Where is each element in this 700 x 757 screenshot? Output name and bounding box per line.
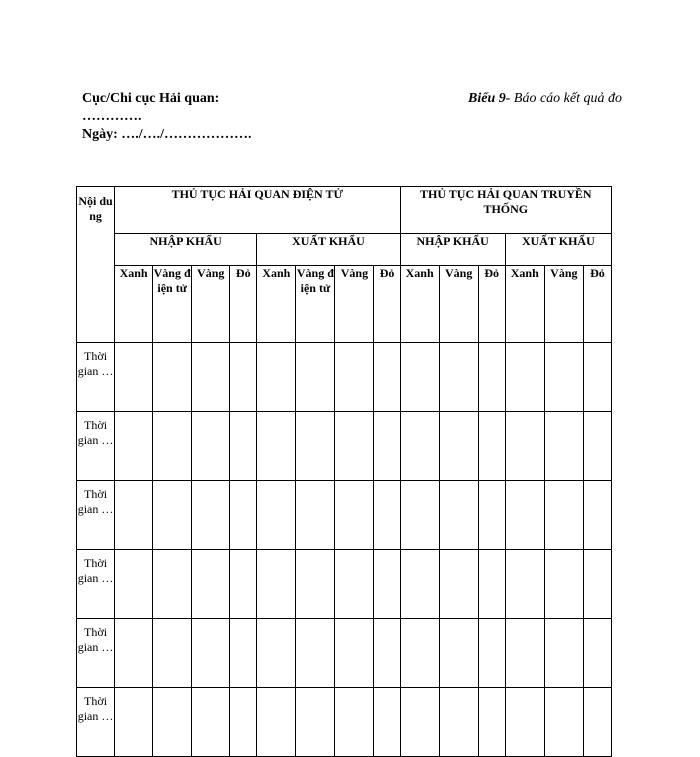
table-cell — [230, 481, 257, 550]
table-cell — [335, 619, 374, 688]
e-export-sub-3: Đỏ — [374, 266, 400, 343]
table-cell — [153, 550, 192, 619]
group-traditional: THỦ TỤC HẢI QUAN TRUYỀN THỐNG — [400, 187, 611, 234]
form-number: Biểu 9- — [468, 91, 511, 106]
t-import-sub-1: Vàng — [439, 266, 478, 343]
table-cell — [335, 412, 374, 481]
table-cell — [335, 343, 374, 412]
table-cell — [583, 688, 611, 757]
table-cell — [257, 688, 296, 757]
table-cell — [115, 688, 153, 757]
table-cell — [400, 481, 439, 550]
table-cell — [583, 481, 611, 550]
e-export-sub-1: Vàng điện tử — [296, 266, 335, 343]
table-row — [77, 619, 612, 688]
table-row — [77, 688, 612, 757]
table-cell — [544, 481, 583, 550]
table-cell — [374, 412, 400, 481]
e-export-header: XUẤT KHẨU — [257, 234, 400, 266]
table-cell — [374, 550, 400, 619]
table-cell — [505, 343, 544, 412]
table-cell — [153, 412, 192, 481]
table-cell — [257, 619, 296, 688]
table-cell — [478, 688, 505, 757]
t-export-header: XUẤT KHẨU — [505, 234, 611, 266]
row-label: Thời gian … — [77, 343, 115, 412]
table-cell — [115, 481, 153, 550]
table-cell — [230, 619, 257, 688]
t-export-sub-0: Xanh — [505, 266, 544, 343]
table-cell — [115, 343, 153, 412]
table-cell — [192, 343, 230, 412]
table-cell — [257, 481, 296, 550]
table-cell — [478, 619, 505, 688]
table-cell — [439, 481, 478, 550]
table-cell — [230, 412, 257, 481]
table-cell — [583, 550, 611, 619]
row-label: Thời gian … — [77, 688, 115, 757]
table-cell — [583, 412, 611, 481]
table-cell — [335, 550, 374, 619]
table-cell — [544, 343, 583, 412]
table-cell — [478, 343, 505, 412]
table-cell — [192, 412, 230, 481]
table-cell — [439, 619, 478, 688]
t-import-sub-0: Xanh — [400, 266, 439, 343]
table-cell — [296, 343, 335, 412]
table-cell — [192, 550, 230, 619]
table-cell — [400, 688, 439, 757]
table-cell — [257, 343, 296, 412]
table-cell — [192, 481, 230, 550]
table-cell — [439, 688, 478, 757]
table-cell — [439, 550, 478, 619]
row-label: Thời gian … — [77, 550, 115, 619]
form-title — [468, 90, 622, 108]
date-label: Ngày: …./…./………………. — [82, 127, 252, 142]
table-cell — [544, 550, 583, 619]
table-cell — [505, 550, 544, 619]
t-import-sub-2: Đỏ — [478, 266, 505, 343]
table-row — [77, 412, 612, 481]
table-cell — [439, 412, 478, 481]
agency-dots: …………. — [82, 109, 142, 124]
table-cell — [374, 688, 400, 757]
table-cell — [153, 343, 192, 412]
row-label: Thời gian … — [77, 412, 115, 481]
report-header — [82, 90, 622, 144]
table-cell — [257, 550, 296, 619]
table-cell — [296, 550, 335, 619]
table-cell — [153, 688, 192, 757]
table-cell — [192, 619, 230, 688]
e-import-sub-1: Vàng điện tử — [153, 266, 192, 343]
table-row — [77, 481, 612, 550]
table-cell — [115, 619, 153, 688]
e-import-sub-2: Vàng — [192, 266, 230, 343]
table-cell — [400, 412, 439, 481]
table-cell — [544, 619, 583, 688]
table-cell — [230, 343, 257, 412]
table-cell — [400, 550, 439, 619]
table-cell — [296, 412, 335, 481]
table-cell — [296, 688, 335, 757]
row-label: Thời gian … — [77, 619, 115, 688]
t-export-sub-1: Vàng — [544, 266, 583, 343]
agency-label: Cục/Chi cục Hải quan: — [82, 91, 220, 106]
table-cell — [544, 412, 583, 481]
report-table — [76, 186, 612, 757]
e-export-sub-2: Vàng — [335, 266, 374, 343]
t-import-header: NHẬP KHẨU — [400, 234, 505, 266]
table-cell — [583, 343, 611, 412]
t-export-sub-2: Đỏ — [583, 266, 611, 343]
table-cell — [505, 481, 544, 550]
table-cell — [583, 619, 611, 688]
table-cell — [374, 619, 400, 688]
e-import-sub-0: Xanh — [115, 266, 153, 343]
table-cell — [478, 412, 505, 481]
group-electronic: THỦ TỤC HẢI QUAN ĐIỆN TỬ — [115, 187, 401, 234]
table-cell — [115, 550, 153, 619]
e-import-sub-3: Đỏ — [230, 266, 257, 343]
table-cell — [478, 550, 505, 619]
table-cell — [335, 481, 374, 550]
table-cell — [230, 550, 257, 619]
table-cell — [192, 688, 230, 757]
table-cell — [400, 343, 439, 412]
table-cell — [374, 343, 400, 412]
table-cell — [439, 343, 478, 412]
e-export-sub-0: Xanh — [257, 266, 296, 343]
table-cell — [505, 688, 544, 757]
table-cell — [505, 619, 544, 688]
table-cell — [153, 619, 192, 688]
table-cell — [544, 688, 583, 757]
table-cell — [505, 412, 544, 481]
table-row — [77, 343, 612, 412]
table-cell — [374, 481, 400, 550]
row-label: Thời gian … — [77, 481, 115, 550]
table-row — [77, 550, 612, 619]
table-cell — [296, 619, 335, 688]
table-cell — [230, 688, 257, 757]
table-cell — [478, 481, 505, 550]
table-cell — [257, 412, 296, 481]
table-cell — [400, 619, 439, 688]
e-import-header: NHẬP KHẨU — [115, 234, 257, 266]
form-title-text: Báo cáo kết quả đo — [513, 91, 622, 106]
table-cell — [335, 688, 374, 757]
table-cell — [153, 481, 192, 550]
table-cell — [296, 481, 335, 550]
table-cell — [115, 412, 153, 481]
col-noi-dung: Nội dung — [77, 187, 115, 343]
